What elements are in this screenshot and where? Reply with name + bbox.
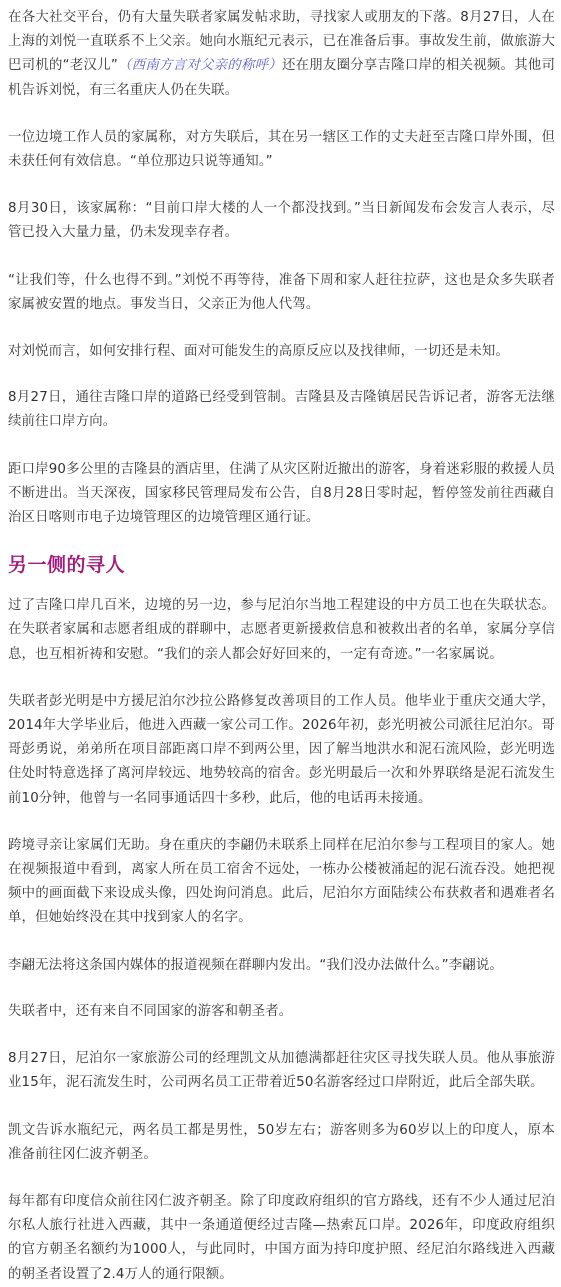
paragraph-aug30-statement: 8月30日，该家属称：“目前口岸大楼的人一个都没找到。”当日新闻发布会发言人表示，尽管已投入大量力量，仍未发现幸存者。	[8, 201, 555, 241]
paragraph-other-side: 过了吉隆口岸几百米，边境的另一边，参与尼泊尔当地工程建设的中方员工也在失联状态。在失联者家属和志愿者组成的群聊中，志愿者更新援救信息和被救出者的名单，家属分享信息，也互相祈祷和安慰。“我们的亲人都会好好回来的，一定有奇迹。”一名家属说。	[8, 598, 555, 662]
paragraph-li-pian-quote: 李翩无法将这条国内媒体的报道视频在群聊内发出。“我们没办法做什么。”李翩说。	[8, 957, 503, 973]
paragraph-liu-yue-travel: “让我们等，什么也得不到。”刘悦不再等待，准备下周和家人赶往拉萨，这也是众多失联者家属被安置的地点。事发当日，父亲正为他人代驾。	[8, 272, 555, 312]
paragraph-kevin: 8月27日，尼泊尔一家旅游公司的经理凯文从加德满都赶往灾区寻找失联人员。他从事旅游业15年，泥石流发生时，公司两名员工正带着近50名游客经过口岸附近，此后全部失联。	[8, 1051, 555, 1091]
paragraph-indian-pilgrimage: 每年都有印度信众前往冈仁波齐朝圣。除了印度政府组织的官方路线，还有不少人通过尼泊尔私人旅行社进入西藏，其中一条通道便经过吉隆—热索瓦口岸。2026年，印度政府组织的官方朝圣名额约为1000人，与此同时，中国方面为持印度护照、经尼泊尔路线进入西藏的朝圣者设置了2.4万人的通行限额。	[8, 1193, 555, 1282]
paragraph-li-pian: 跨境寻亲让家属们无助。身在重庆的李翩仍未联系上同样在尼泊尔参与工程项目的家人。她在视频报道中看到，离家人所在员工宿舍不远处，一栋办公楼被涌起的泥石流吞没。她把视频中的画面截下来设成头像，四处询问消息。此后，尼泊尔方面陆续公布获救者和遇难者名单，但她始终没在其中找到家人的名字。	[8, 837, 555, 926]
paragraph-kevin-staff: 凯文告诉水瓶纪元，两名员工都是男性，50岁左右；游客则多为60岁以上的印度人，原本准备前往冈仁波齐朝圣。	[8, 1122, 555, 1162]
paragraph-liu-yue-search	[8, 6, 555, 103]
paragraph-pilgrims: 失联者中，还有来自不同国家的游客和朝圣者。	[8, 1003, 293, 1019]
paragraph-road-control: 8月27日，通往吉隆口岸的道路已经受到管制。吉隆县及吉隆镇居民告诉记者，游客无法继续前往口岸方向。	[8, 390, 555, 430]
paragraph-text: 还在朋友圈分享吉隆口岸的相关视频。其他司机告诉刘悦，有三名重庆人仍在失联。	[8, 58, 555, 98]
paragraph-peng-guangming: 失联者彭光明是中方援尼泊尔沙拉公路修复改善项目的工作人员。他毕业于重庆交通大学，2014年大学毕业后，他进入西藏一家公司工作。2026年初，彭光明被公司派往尼泊尔。哥哥彭勇说，弟弟所在项目部距离口岸不到两公里，因了解当地洪水和泥石流风险，彭光明选住处时特意选择了离河岸较远、地势较高的宿舍。彭光明最后一次和外界联络是泥石流发生前10分钟，他曾与一名同事通话四十多秒，此后，他的电话再未接通。	[8, 693, 555, 806]
section-title: 另一侧的寻人	[8, 554, 126, 577]
paragraph-border-worker-family: 一位边境工作人员的家属称，对方失联后，其在另一辖区工作的丈夫赶至吉隆口岸外围，但未获任何有效信息。“单位那边只说等通知。”	[8, 129, 555, 170]
paragraph-unknowns: 对刘悦而言，如何安排行程、面对可能发生的高原反应以及找律师，一切还是未知。	[8, 344, 510, 360]
paragraph-hotel-announcement: 距口岸90多公里的吉隆县的酒店里，住满了从灾区附近撤出的游客，身着迷彩服的救援人员不断进出。当天深夜，国家移民管理局发布公告，自8月28日零时起，暂停签发前往西藏自治区日喀则市电子边境管理区的边境管理区通行证。	[8, 461, 555, 526]
paragraph-text: 在各大社交平台，仍有大量失联者家属发帖求助，寻找家人或朋友的下落。8月27日，人在上海的刘悦一直联系不上父亲。她向水瓶纪元表示，已在准备后事。事故发生前，做旅游大巴司机的“老汉儿”	[8, 10, 555, 74]
dialect-note: （西南方言对父亲的称呼）	[117, 58, 282, 74]
